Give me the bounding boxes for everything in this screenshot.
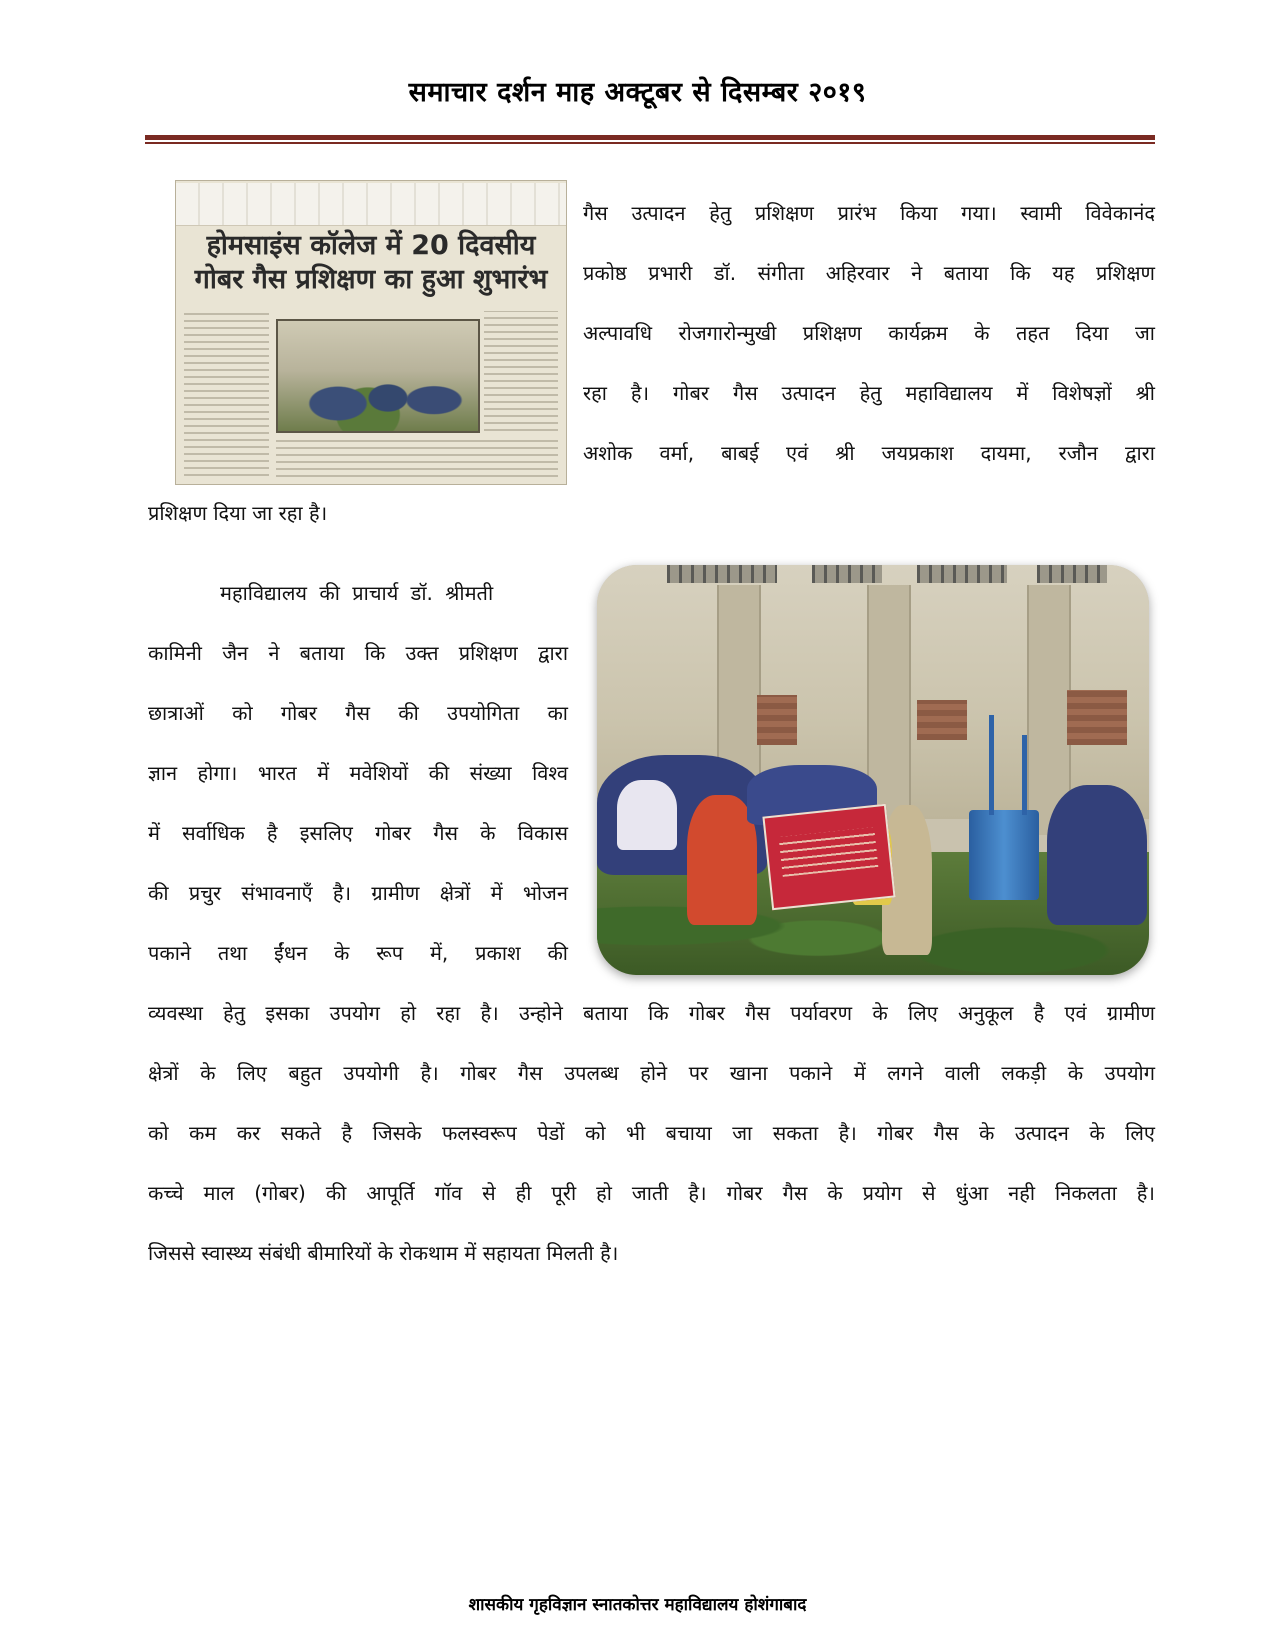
clipping-headline-line-2: गोबर गैस प्रशिक्षण का हुआ शुभारंभ	[194, 264, 548, 295]
clipping-headline	[186, 229, 556, 297]
page-title: समाचार दर्शन माह अक्टूबर से दिसम्बर २०१९	[408, 77, 867, 108]
text-line: प्रशिक्षण दिया जा रहा है।	[148, 501, 328, 525]
text-line: को कम कर सकते है जिसके फलस्वरूप पेडों को भी बचाया जा सकता है। गोबर गैस के उत्पादन के लिए	[148, 1121, 1155, 1145]
text-line: कच्चे माल (गोबर) की आपूर्ति गॉव से ही पूरी हो जाती है। गोबर गैस के प्रयोग से धुंआ नही निकलता है।	[148, 1181, 1155, 1205]
header-divider	[145, 135, 1155, 140]
text-line: जिससे स्वास्थ्य संबंधी बीमारियों के रोकथाम में सहायता मिलती है।	[148, 1241, 619, 1265]
newspaper-clipping-image	[175, 180, 567, 485]
text-line: में सर्वाधिक है इसलिए गोबर गैस के विकास	[148, 821, 568, 845]
text-line: की प्रचुर संभावनाएँ है। ग्रामीण क्षेत्रों में भोजन	[148, 881, 568, 905]
clipping-masthead	[176, 183, 566, 226]
text-line: गैस उत्पादन हेतु प्रशिक्षण प्रारंभ किया गया। स्वामी विवेकानंद	[583, 201, 1155, 225]
text-line: छात्राओं को गोबर गैस की उपयोगिता का	[148, 701, 568, 725]
footer-college-name: शासकीय गृहविज्ञान स्नातकोत्तर महाविद्यालय होशंगाबाद	[468, 1595, 807, 1615]
text-line: रहा है। गोबर गैस उत्पादन हेतु महाविद्यालय में विशेषज्ञों श्री	[583, 381, 1155, 405]
event-photo	[597, 565, 1149, 975]
clipping-photo	[276, 319, 480, 433]
text-line: महाविद्यालय की प्राचार्य डॉ. श्रीमती	[220, 581, 494, 605]
clipping-text-column	[484, 311, 558, 431]
text-line: कामिनी जैन ने बताया कि उक्त प्रशिक्षण द्वारा	[148, 641, 568, 665]
text-line: व्यवस्था हेतु इसका उपयोग हो रहा है। उन्होने बताया कि गोबर गैस पर्यावरण के लिए अनुकूल है एवं ग्रामीण	[148, 1001, 1155, 1025]
text-line: प्रकोष्ठ प्रभारी डॉ. संगीता अहिरवार ने बताया कि यह प्रशिक्षण	[583, 261, 1155, 285]
clipping-text-column	[276, 435, 558, 477]
text-line: ज्ञान होगा। भारत में मवेशियों की संख्या विश्व	[148, 761, 568, 785]
text-line: क्षेत्रों के लिए बहुत उपयोगी है। गोबर गैस उपलब्ध होने पर खाना पकाने में लगने वाली लकड़ी के उपयोग	[148, 1061, 1155, 1085]
clipping-headline-line-1: होमसाइंस कॉलेज में 20 दिवसीय	[206, 230, 536, 261]
text-line: अशोक वर्मा, बाबई एवं श्री जयप्रकाश दायमा, रजौन द्वारा	[583, 441, 1155, 465]
clipping-text-column	[184, 311, 269, 476]
header-divider-thin	[145, 142, 1155, 144]
text-line: अल्पावधि रोजगारोन्मुखी प्रशिक्षण कार्यक्रम के तहत दिया जा	[583, 321, 1155, 345]
text-line: पकाने तथा ईंधन के रूप में, प्रकाश की	[148, 941, 568, 965]
